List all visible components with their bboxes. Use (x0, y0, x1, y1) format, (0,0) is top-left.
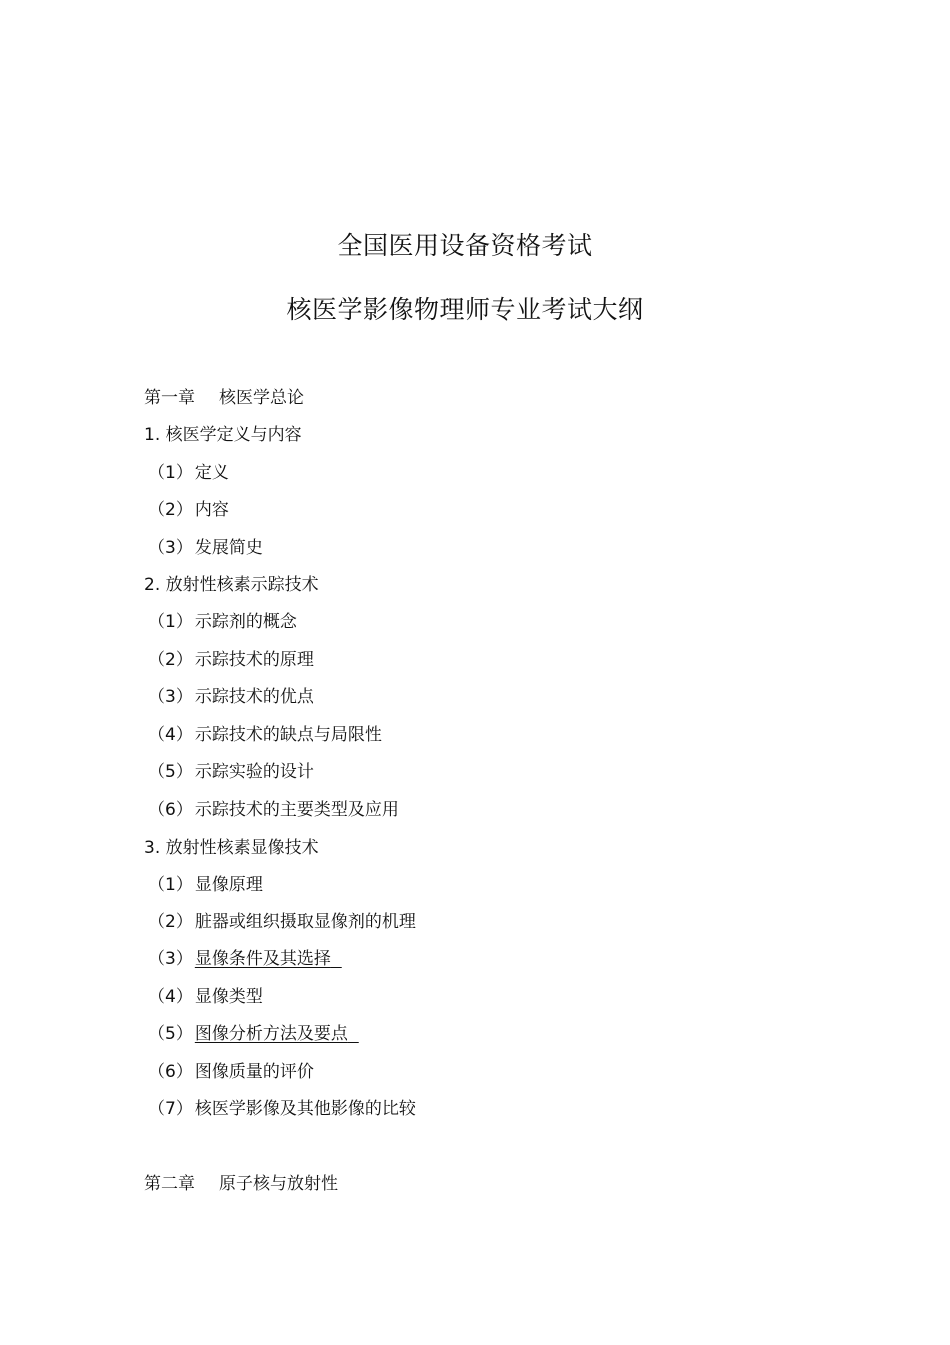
list-item (148, 1023, 359, 1045)
item-text: 核医学影像及其他影像的比较 (194, 1099, 416, 1119)
chapter-label: 第二章 (144, 1174, 195, 1194)
page-subtitle: 核医学影像物理师专业考试大纲 (286, 295, 644, 324)
chapter-label: 第一章 (144, 388, 195, 408)
list-item (148, 799, 399, 821)
list-item (148, 1098, 416, 1120)
item-number: （2） (148, 500, 193, 520)
chapter-heading (144, 1173, 338, 1195)
item-number: （4） (148, 987, 193, 1007)
section-heading: 3. 放射性核素显像技术 (144, 838, 319, 858)
item-number: （3） (148, 687, 193, 707)
list-item (148, 724, 382, 746)
list-item (148, 611, 297, 633)
item-text: 显像原理 (194, 875, 263, 895)
list-item (148, 986, 263, 1008)
chapter-name: 核医学总论 (219, 388, 304, 408)
list-item (148, 948, 342, 970)
item-text: 图像分析方法及要点 (194, 1024, 348, 1044)
item-number: （1） (148, 612, 193, 632)
chapter-heading (144, 387, 304, 409)
list-item (148, 1061, 314, 1083)
item-text: 示踪实验的设计 (194, 762, 314, 782)
item-text: 示踪技术的原理 (194, 650, 314, 670)
item-text: 示踪技术的缺点与局限性 (194, 725, 382, 745)
item-number: （1） (148, 875, 193, 895)
item-text: 内容 (194, 500, 229, 520)
item-text: 发展简史 (194, 538, 263, 558)
list-item (148, 686, 314, 708)
item-number: （6） (148, 1062, 193, 1082)
item-number: （1） (148, 463, 193, 483)
section-heading: 2. 放射性核素示踪技术 (144, 575, 319, 595)
item-text: 示踪剂的概念 (194, 612, 297, 632)
list-item (148, 874, 263, 896)
item-number: （3） (148, 538, 193, 558)
item-text: 图像质量的评价 (194, 1062, 314, 1082)
page-title: 全国医用设备资格考试 (337, 231, 593, 260)
list-item (148, 499, 229, 521)
item-text: 示踪技术的主要类型及应用 (194, 800, 399, 820)
item-number: （3） (148, 949, 193, 969)
item-text: 显像条件及其选择 (194, 949, 331, 969)
list-item (148, 761, 314, 783)
item-number: （5） (148, 762, 193, 782)
item-number: （4） (148, 725, 193, 745)
list-item (148, 462, 229, 484)
item-number: （7） (148, 1099, 193, 1119)
item-number: （6） (148, 800, 193, 820)
list-item (148, 911, 416, 933)
item-number: （2） (148, 650, 193, 670)
item-number: （5） (148, 1024, 193, 1044)
item-number: （2） (148, 912, 193, 932)
item-text: 定义 (194, 463, 229, 483)
item-text: 示踪技术的优点 (194, 687, 314, 707)
section-heading: 1. 核医学定义与内容 (144, 425, 302, 445)
chapter-name: 原子核与放射性 (219, 1174, 338, 1194)
item-text: 脏器或组织摄取显像剂的机理 (194, 912, 416, 932)
list-item (148, 649, 314, 671)
list-item (148, 537, 263, 559)
item-text: 显像类型 (194, 987, 263, 1007)
